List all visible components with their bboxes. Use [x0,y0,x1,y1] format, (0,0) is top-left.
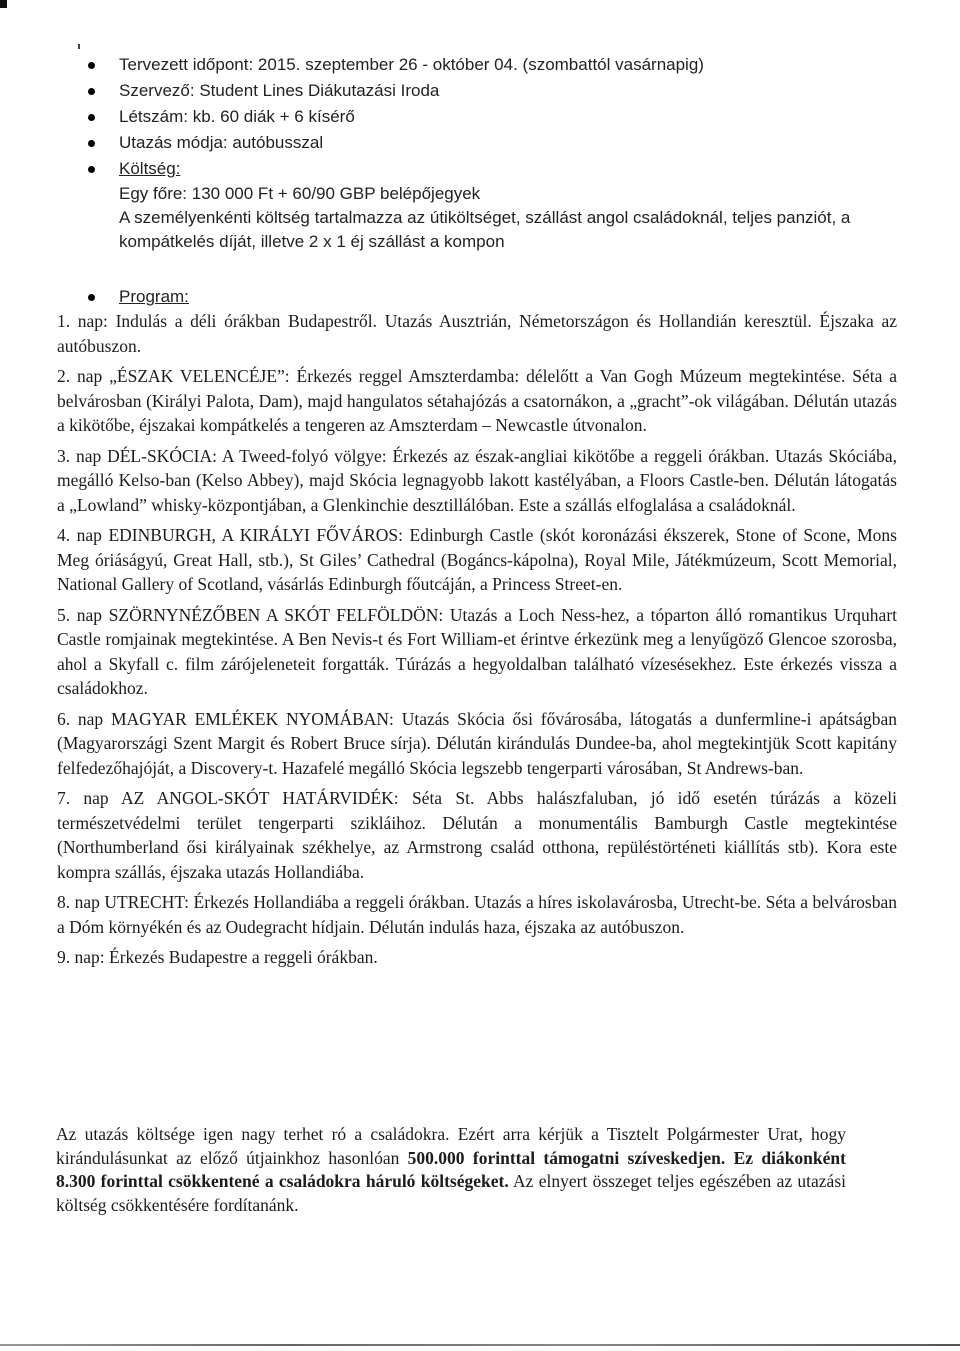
day-title: 8. nap UTRECHT: [57,892,194,912]
info-item-cost-heading [58,156,918,182]
day-title: 1. nap: [57,311,116,331]
scan-artifact-dot [78,44,80,49]
day-title: 3. nap DÉL-SKÓCIA: [57,445,222,466]
day-text: A Tweed-folyó völgye: Érkezés az észak-angliai kikötőbe a reggeli órákban. Utazás Skóciába, megálló Kelso-ban (Kelso Abbey), majd Skócia legnagyobb lakott kastélyában, a Floors Castle-ben. Délután látogatás a „Lowland” whisky-központjában, a Glenkinchie desztillálóban. Este a szállás elfoglalása a családoknál. [57,445,897,515]
day-paragraph [57,444,897,518]
cost-per-person: Egy főre: 130 000 Ft + 60/90 GBP belépőjegyek [119,184,481,203]
day-text: Utazás Skócia ősi fővárosába, látogatás a dunfermline-i apátságban (Magyarországi Szent Margit és Robert Bruce sírja). Délután kirándulás Dundee-ba, ahol megtekintjük Scott kapitány felfedezőhajóját, a Discovery-t. Hazafelé megálló Skócia legszebb tengerparti városában, St Andrews-ban. [57,708,897,778]
funding-request-text: Az utazás költsége igen nagy terhet ró a családokra. Ezért arra kérjük a Tisztelt Polgármester Urat, hogy kirándulásunkat az előző útjainkhoz hasonlóan [56,1124,846,1168]
program-list [58,284,918,310]
cost-details [119,182,919,254]
info-item-organizer: Szervező: Student Lines Diákutazási Iroda [58,78,918,104]
funding-request-paragraph [56,1123,846,1217]
funding-usage-text: Az elnyert összeget teljes egészében az utazási költség csökkentésére fordítanánk. [56,1171,846,1215]
day-text: Érkezés reggel Amszterdamba: délelőtt a Van Gogh Múzeum megtekintése. Séta a belvárosban (Királyi Palota, Dam), majd hangulatos sétahajózás a csatornákon, a „gracht”-ok világában. Délután utazás a kikötőbe, éjszakai kompátkelés a tengeren az Amszterdam – Newcastle útvonalon. [57,366,897,435]
day-paragraph [57,309,897,358]
day-text: Indulás a déli órákban Budapestről. Utazás Ausztrián, Németországon és Hollandián keresztül. Éjszaka az autóbuszon. [57,311,897,356]
day-paragraph [57,786,897,884]
day-title: 4. nap EDINBURGH, A KIRÁLYI FŐVÁROS: [57,525,410,545]
day-title: 5. nap SZÖRNYNÉZŐBEN A SKÓT FELFÖLDÖN: [57,604,450,625]
info-item-transport: Utazás módja: autóbusszal [58,130,918,156]
day-text: Edinburgh Castle (skót koronázási ékszerek, Stone of Scone, Mons Meg óriáságyú, Great Hall, stb.), St Giles’ Cathedral (Bogáncs-kápolna), Royal Mile, Játékmúzeum, Scott Memorial, National Gallery of Scotland, vásárlás Edinburgh főutcáján, a Princess Street-en. [57,525,897,594]
bottom-divider [0,1344,960,1346]
day-paragraph [57,523,897,597]
day-title: 9. nap: [57,947,110,967]
itinerary-days [57,309,897,976]
funding-amount-bold: 500.000 forinttal támogatni szíveskedjen. Ez diákonként 8.300 forinttal csökkentené a családokra háruló költségeket. [56,1147,846,1191]
day-paragraph [57,890,897,939]
scan-artifact-mark [0,0,7,8]
day-paragraph [57,945,897,970]
day-text: Érkezés Budapestre a reggeli órákban. [109,947,378,967]
day-text: Érkezés Hollandiába a reggeli órákban. Utazás a híres iskolavárosba, Utrecht-be. Séta a belvárosban a Dóm környékén és az Oudegracht hídjain. Délután indulás haza, éjszaka az autóbuszon. [57,892,897,937]
program-heading: Program: [119,287,189,306]
day-paragraph [57,707,897,781]
day-paragraph [57,603,897,701]
day-text: Séta St. Abbs halászfaluban, jó idő esetén túrázás a közeli természetvédelmi terület tengerparti szikláihoz. Délután a monumentális Bamburgh Castle megtekintése (Northumberland ősi királyainak székhelye, az Armstrong család otthona, repüléstörténeti kiállítás stb). Kora este kompra szállás, éjszaka utazás Hollandiába. [57,788,898,882]
program-heading-item [58,284,918,310]
info-item-headcount: Létszám: kb. 60 diák + 6 kísérő [58,104,918,130]
day-title: 7. nap AZ ANGOL-SKÓT HATÁRVIDÉK: [57,788,412,808]
day-title: 2. nap „ÉSZAK VELENCÉJE”: [57,366,297,386]
day-paragraph [57,364,897,438]
cost-heading: Költség: [119,159,181,178]
cost-includes: A személyenkénti költség tartalmazza az útiköltséget, szállást angol családoknál, teljes panziót, a kompátkelés díját, illetve 2 x 1 éj szállást a kompon [119,208,851,251]
day-text: Utazás a Loch Ness-hez, a tóparton álló romantikus Urquhart Castle romjainak megtekintése. A Ben Nevis-t és Fort William-et érintve érkezünk meg a lenyűgöző Glencoe szorosba, ahol a Skyfall c. film zárójeleneteit forgatták. Túrázás a hegyoldalban található vízesésekhez. Este érkezés vissza a családokhoz. [57,604,898,698]
day-title: 6. nap MAGYAR EMLÉKEK NYOMÁBAN: [57,708,402,729]
trip-info-list [58,52,918,182]
info-item-date: Tervezett időpont: 2015. szeptember 26 - október 04. (szombattól vasárnapig) [58,52,918,78]
